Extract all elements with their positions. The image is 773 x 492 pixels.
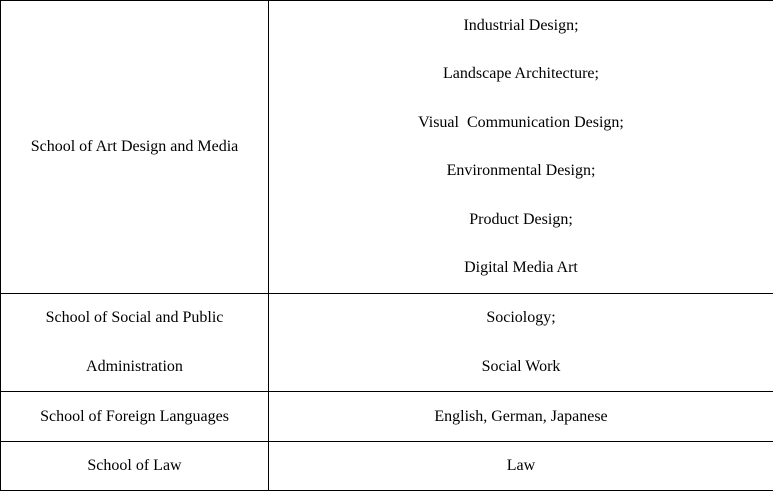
major-item: Social Work [481, 357, 561, 375]
school-cell [1, 294, 269, 392]
majors-cell [269, 294, 773, 392]
school-name: School of Foreign Languages [40, 407, 229, 425]
majors-cell [269, 392, 773, 442]
major-item: Digital Media Art [464, 259, 578, 276]
majors-list [269, 294, 773, 391]
school-cell [1, 442, 269, 491]
majors-cell [269, 1, 773, 294]
major-item: Law [506, 457, 536, 474]
table-row [1, 392, 773, 442]
majors-cell [269, 442, 773, 491]
school-cell [1, 392, 269, 442]
school-name: School of Art Design and Media [30, 138, 239, 155]
major-item: Environmental Design; [446, 162, 596, 179]
major-item: Sociology; [486, 309, 556, 326]
school-name [1, 294, 268, 391]
major-item: Landscape Architecture; [443, 65, 599, 82]
table-row [1, 1, 773, 294]
school-cell [1, 1, 269, 294]
major-item: Product Design; [469, 210, 573, 228]
school-name-line: Administration [86, 357, 183, 375]
school-name: School of Law [87, 457, 182, 474]
majors-list [269, 1, 773, 293]
table-row [1, 294, 773, 392]
table-row [1, 442, 773, 491]
major-item: English, German, Japanese [434, 407, 608, 425]
school-name-line: School of Social and Public [45, 309, 224, 326]
major-item: Visual Communication Design; [418, 113, 624, 131]
major-item: Industrial Design; [463, 16, 579, 34]
